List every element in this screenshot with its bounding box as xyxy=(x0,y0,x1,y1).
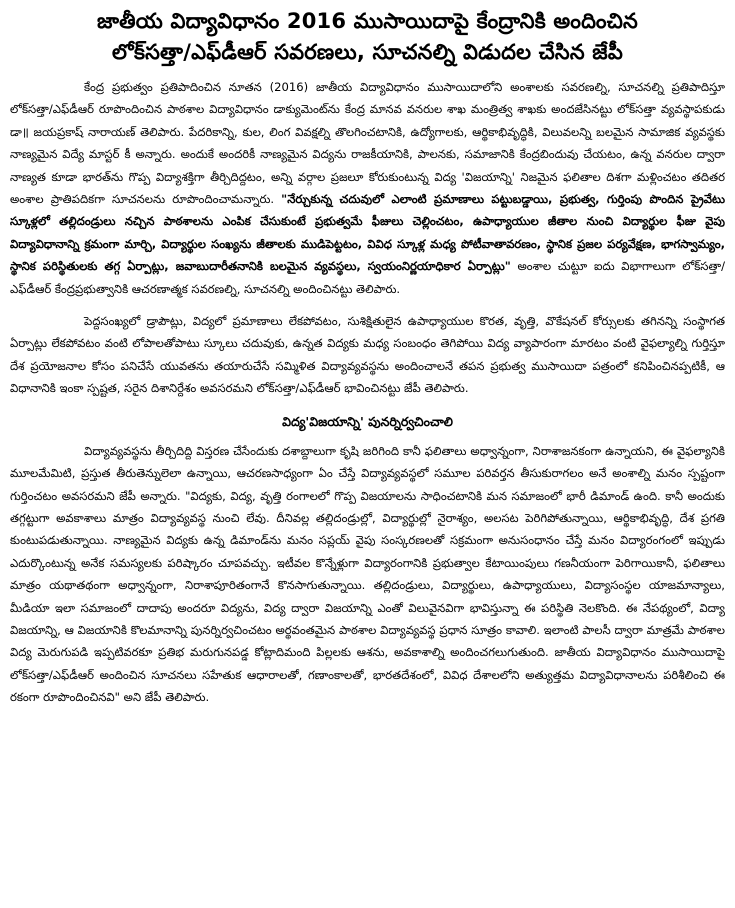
paragraph-1-outro: అంశాల చుట్టూ ఐదు విభాగాలుగా లోక్‌సత్తా/ఎఫ్‌డీఆర్ కేంద్రప్రభుత్వానికి ఆచరణాత్మక సవరణల్ని, సూచనల్ని అందించినట్టు తెలిపారు. xyxy=(10,259,726,296)
headline-line-2: లోక్‌సత్తా/ఎఫ్‌డీఆర్ సవరణలు, సూచనల్ని విడుదల చేసిన జేపీ xyxy=(112,40,623,64)
paragraph-2 xyxy=(10,310,725,400)
paragraph-3-text: విద్యావ్యవస్థను తీర్చిదిద్ది విస్తరణ చేసేందుకు దశాబ్దాలుగా కృషి జరిగింది కానీ ఫలితాలు అధ్వాన్నంగా, నిరాశాజనకంగా ఉన్నాయని, ఈ వైఫల్యానికి మూలమేమిటి, ప్రస్తుత తీరుతెన్నులెలా ఉన్నాయి, ఆచరణసాధ్యంగా ఏం చేస్తే విద్యావ్యవస్థలో సమూల పరివర్తన తీసుకురాగలం అనే అంశాల్ని మనం స్పష్టంగా గుర్తించటం అవసరమని జేపీ అన్నారు. "విద్యకు, విద్య, వృత్తి రంగాలలో గొప్ప విజయాలను సాధించటానికి మన సమాజంలో భారీ డిమాండ్ ఉంది. కానీ అందుకు తగ్గట్టుగా అవకాశాలు మాత్రం విద్యావ్యవస్థ నుంచి లేవు. దీనివల్ల తల్లిదండ్రుల్లో, విద్యార్థుల్లో నైరాశ్యం, అలసట పెరిగిపోతున్నాయి, ఆర్థికాభివృద్ధి, దేశ ప్రగతి కుంటుపడుతున్నాయి. నాణ్యమైన విద్యకు ఉన్న డిమాండ్‌ను మనం సప్లయ్ వైపు సంస్కరణలతో సక్రమంగా అనుసంధానం చేస్తే మనం విద్యారంగంలో ఇప్పుడు ఎదుర్కొంటున్న అనేక సమస్యలకు పరిష్కారం చూపవచ్చు. ఇటీవల కొన్నేళ్లుగా విద్యారంగానికి ప్రభుత్వాల కేటాయింపులు గణనీయంగా పెరిగాయికానీ, ఫలితాలు మాత్రం యథాతథంగా అధ్వాన్నంగా, నిరాశాపూరితంగానే కొనసాగుతున్నాయి. తల్లిదండ్రులు, విద్యార్థులు, ఉపాధ్యాయులు, విద్యాసంస్థల యాజమాన్యాలు, మీడియా ఇలా సమాజంలో దాదాపు అందరూ విద్యను, విద్య ద్వారా విజయాన్ని ఎంతో విలువైనవిగా భావిస్తున్నా ఈ పరిస్థితి నెలకొంది. ఈ నేపథ్యంలో, విద్యా విజయాన్ని, ఆ విజయానికి కొలమానాన్ని పునర్నిర్వచించటం అర్థవంతమైన పాఠశాల విద్యావ్యవస్థ ప్రధాన సూత్రం కావాలి. ఇలాంటి పాలసీ ద్వారా మాత్రమే పాఠశాల విద్య మెరుగుపడి ఇప్పటివరకూ ప్రతిభ మరుగునపడ్డ కోట్లాదిమంది పిల్లలకు ఆశను, అవకాశాల్ని అందించగలుగుతుంది. జాతీయ విద్యావిధానం ముసాయిదాపై లోక్‌సత్తా/ఎఫ్‌డీఆర్ అందించిన సూచనలు సహేతుక ఆధారాలతో, గణాంకాలతో, భారతదేశంలో, వివిధ దేశాలలోని అత్యుత్తమ విద్యావిధానాలను పరిశీలించి ఈ రకంగా రూపొందించినవి" అని జేపీ తెలిపారు. xyxy=(10,443,725,705)
headline-line-1: జాతీయ విద్యావిధానం 2016 ముసాయిదాపై కేంద్రానికి అందించిన xyxy=(97,9,638,33)
paragraph-3 xyxy=(10,440,725,709)
article-headline xyxy=(10,6,725,68)
section-subheading: విద్య'విజయాన్ని' పునర్నిర్వచించాలి xyxy=(282,413,453,429)
paragraph-1-emphasis: "నేర్చుకున్న చదువులో ఎలాంటి ప్రమాణాలు పట్టుబడ్డాయి, ప్రభుత్వ, గుర్తింపు పొందిన ప్రైవేటు స్కూళ్లలో తల్లిదండ్రులు నచ్చిన పాఠశాలను ఎంపిక చేసుకుంటే ప్రభుత్వమే ఫీజులు చెల్లించటం, ఉపాధ్యాయుల జీతాల నుంచి విద్యార్థుల ఫీజు వైపు విద్యావిధానాన్ని క్రమంగా మార్చి, విద్యార్థుల సంఖ్యను జీతాలకు ముడిపెట్టటం, వివిధ స్కూళ్ల మధ్య పోటీవాతావరణం, స్థానిక ప్రజల పర్యవేక్షణ, భాగస్వామ్యం, స్థానిక పరిస్థితులకు తగ్గ ఏర్పాట్లు, జవాబుదారీతనానికి బలమైన వ్యవస్థలు, స్వయంనిర్ణయాధికార ఏర్పాట్లు" xyxy=(10,192,725,274)
paragraph-1-intro: కేంద్ర ప్రభుత్వం ప్రతిపాదించిన నూతన (2016) జాతీయ విద్యావిధానం ముసాయిదాలోని అంశాలకు సవరణల్ని, సూచనల్ని ప్రతిపాదిస్తూ లోక్‌సత్తా/ఎఫ్‌డీఆర్ రూపొందించిన పాఠశాల విద్యావిధానం డాక్యుమెంట్‌ను కేంద్ర మానవ వనరుల శాఖ మంత్రిత్వ శాఖకు అందజేసినట్టు లోక్‌సత్తా వ్యవస్థాపకుడు డా॥ జయప్రకాష్ నారాయణ్ తెలిపారు. పేదరికాన్ని, కుల, లింగ వివక్షల్ని తొలగించటానికి, ఉద్యోగాలకు, ఆర్థికాభివృద్ధికి, విలువలన్ని బలమైన సామాజిక వ్యవస్థకు నాణ్యమైన విద్యే మాస్టర్ కీ అన్నారు. అందుకే అందరికీ నాణ్యమైన విద్యను రాజకీయానికి, పాలనకు, సమాజానికి కేంద్రబిందువు చేయటం, ఉన్న వనరుల ద్వారా నాణ్యత కూడా భారత్‌ను గొప్ప విద్యాశక్తిగా తీర్చిదిద్దటం, అన్ని వర్గాల ప్రజలూ కోరుకుంటున్న విద్య 'విజయాన్ని' నిజమైన ఫలితాల దిశగా మళ్లించటం తదితర అంశాల ప్రాతిపదికగా సూచనలను రూపొందించామన్నారు. xyxy=(10,80,726,207)
paragraph-2-text: పెద్దసంఖ్యలో డ్రాపౌట్లు, విద్యలో ప్రమాణాలు లేకపోవటం, సుశిక్షితులైన ఉపాధ్యాయుల కొరత, వృత్తి, వొకేషనల్ కోర్సులకు తగినన్ని సంస్థాగత ఏర్పాట్లు లేకపోవటం వంటి లోపాలతోపాటు స్కూలు చదువుకు, ఉన్నత విద్యకు మధ్య సంబంధం తెగిపోయి విద్య వ్యాపారంగా మారటం వంటి వైఫల్యాల్ని గుర్తిస్తూ దేశ ప్రయోజనాల కోసం పనిచేసే యువతను తయారుచేసే సమ్మిళిత విద్యావ్యవస్థను అందించాలనే తపన ప్రభుత్వ ముసాయిదా పత్రంలో కనిపించినప్పటికీ, ఆ విధానానికి ఇంకా స్పష్టత, సరైన దిశానిర్దేశం అవసరమని లోక్‌సత్తా/ఎఫ్‌డీఆర్ భావించినట్టు జేపీ తెలిపారు. xyxy=(10,314,725,396)
paragraph-1 xyxy=(10,76,725,300)
